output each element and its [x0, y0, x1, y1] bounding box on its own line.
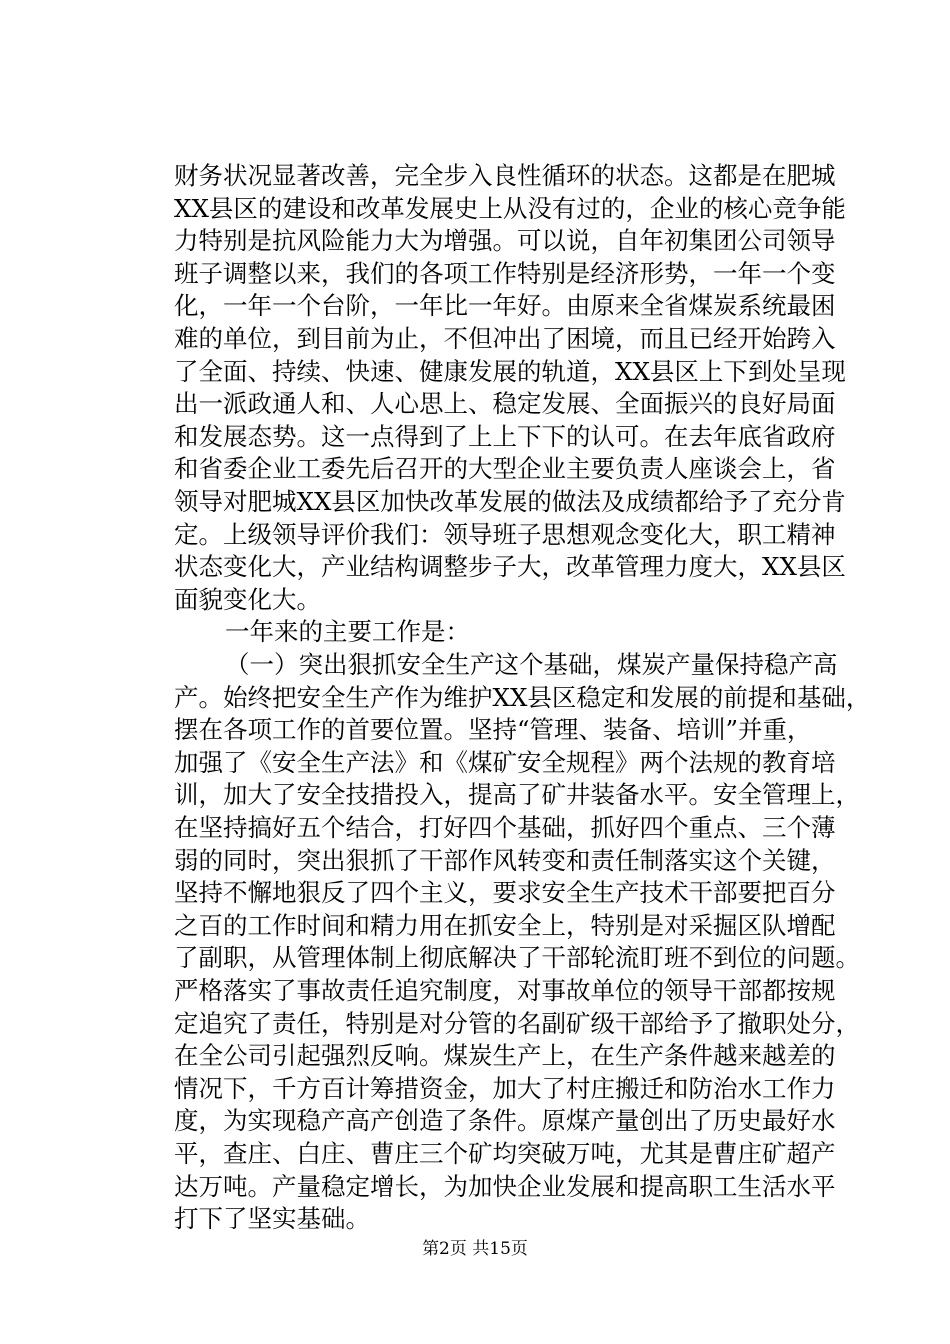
text-line: 训，加大了安全技措投入，提高了矿井装备水平。安全管理上，: [174, 780, 860, 810]
text-line: 平，查庄、白庄、曹庄三个矿均突破万吨，尤其是曹庄矿超产: [174, 1139, 836, 1168]
text-line: 在全公司引起强烈反响。煤炭生产上，在生产条件越来越差的: [174, 1041, 836, 1071]
page-footer: 第2页 共15页: [422, 1239, 528, 1259]
text-line: 化，一年一个台阶，一年比一年好。由原来全省煤炭系统最困: [174, 291, 836, 321]
text-line: 度，为实现稳产高产创造了条件。原煤产量创出了历史最好水: [174, 1106, 836, 1136]
text-line: 加强了《安全生产法》和《煤矿安全规程》两个法规的教育培: [174, 747, 836, 777]
text-line: 班子调整以来，我们的各项工作特别是经济形势，一年一个变: [174, 258, 836, 288]
text-line: 坚持不懈地狠反了四个主义，要求安全生产技术干部要把百分: [174, 878, 836, 908]
section-heading-line: （一）突出狠抓安全生产这个基础，煤炭产量保持稳产高: [225, 650, 838, 679]
text-line: 打下了坚实基础。: [174, 1204, 370, 1234]
text-line: 定。上级领导评价我们：领导班子思想观念变化大，职工精神: [174, 519, 836, 549]
text-line: 之百的工作时间和精力用在抓安全上，特别是对采掘区队增配: [174, 910, 836, 940]
section-intro-line: 一年来的主要工作是：: [225, 617, 470, 647]
text-line: XX县区的建设和改革发展史上从没有过的，企业的核心竞争能: [174, 193, 846, 223]
text-line: 摆在各项工作的首要位置。坚持“管理、装备、培训”并重，: [174, 715, 812, 745]
text-line: 和发展态势。这一点得到了上上下下的认可。在去年底省政府: [174, 421, 836, 451]
text-line: 产。始终把安全生产作为维护XX县区稳定和发展的前提和基础，: [174, 682, 871, 712]
text-line: 弱的同时，突出狠抓了干部作风转变和责任制落实这个关键，: [174, 845, 836, 875]
text-line: 和省委企业工委先后召开的大型企业主要负责人座谈会上，省: [174, 454, 836, 484]
text-line: 力特别是抗风险能力大为增强。可以说，自年初集团公司领导: [174, 226, 836, 256]
text-line: 严格落实了事故责任追究制度，对事故单位的领导干部都按规: [174, 976, 836, 1005]
text-line: 了副职，从管理体制上彻底解决了干部轮流盯班不到位的问题。: [174, 943, 860, 973]
text-line: 状态变化大，产业结构调整步子大，改革管理力度大，XX县区: [174, 552, 846, 582]
text-line: 定追究了责任，特别是对分管的名副矿级干部给予了撤职处分，: [174, 1008, 860, 1038]
text-line: 达万吨。产量稳定增长，为加快企业发展和提高职工生活水平: [174, 1171, 836, 1201]
text-line: 财务状况显著改善，完全步入良性循环的状态。这都是在肥城: [174, 161, 836, 190]
text-line: 难的单位，到目前为止，不但冲出了困境，而且已经开始跨入: [174, 324, 836, 353]
text-line: 了全面、持续、快速、健康发展的轨道，XX县区上下到处呈现: [174, 356, 846, 386]
text-line: 出一派政通人和、人心思上、稳定发展、全面振兴的良好局面: [174, 389, 836, 419]
text-line: 面貌变化大。: [174, 584, 321, 614]
text-line: 情况下，千方百计筹措资金，加大了村庄搬迁和防治水工作力: [174, 1073, 836, 1103]
text-line: 领导对肥城XX县区加快改革发展的做法及成绩都给予了充分肯: [174, 487, 846, 516]
text-line: 在坚持搞好五个结合，打好四个基础，抓好四个重点、三个薄: [174, 813, 836, 842]
